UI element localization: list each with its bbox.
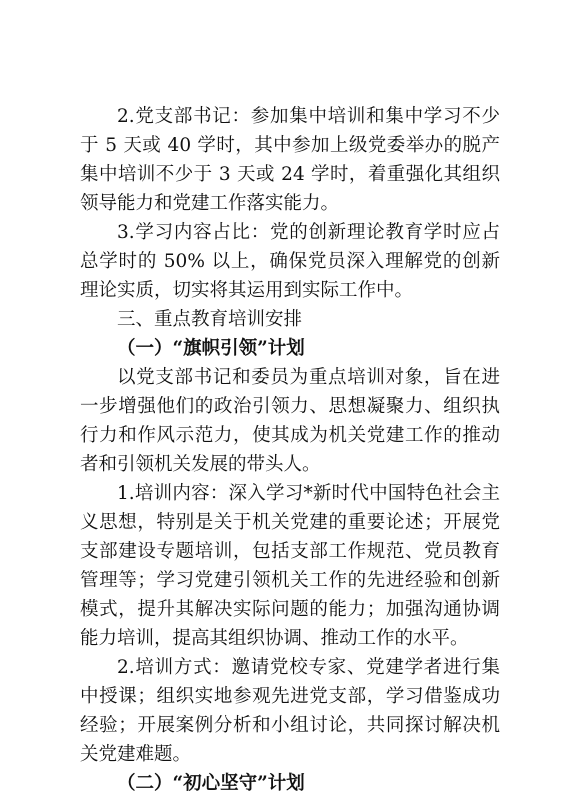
paragraph-training-content: 1.培训内容：深入学习*新时代中国特色社会主义思想，特别是关于机关党建的重要论述；开展党支部建设专题培训，包括支部工作规范、党员教育管理等；学习党建引领机关工作的先进经验和创新模式，提升其解决实际问题的能力；加强沟通协调能力培训，提高其组织协调、推动工作的水平。 (80, 483, 500, 649)
subheading-banner-lead-plan: （一）“旗帜引领”计划 (117, 338, 305, 359)
paragraph-learning-content-ratio: 3.学习内容占比：党的创新理论教育学时应占总学时的 50% 以上，确保党员深入理解党的创新理论实质，切实将其运用到实际工作中。 (80, 222, 500, 301)
paragraph-plan-description: 以党支部书记和委员为重点培训对象，旨在进一步增强他们的政治引领力、思想凝聚力、组织执行力和作风示范力，使其成为机关党建工作的推动者和引领机关发展的带头人。 (80, 367, 500, 475)
paragraph-training-method: 2.培训方式：邀请党校专家、党建学者进行集中授课；组织实地参观先进党支部，学习借鉴成功经验；开展案例分析和小组讨论，共同探讨解决机关党建难题。 (80, 657, 500, 765)
section-heading-key-training: 三、重点教育培训安排 (117, 309, 303, 330)
subheading-original-aspiration-plan: （二）“初心坚守”计划 (117, 773, 305, 794)
paragraph-secretary-training-hours: 2.党支部书记：参加集中培训和集中学习不少于 5 天或 40 学时，其中参加上级党委举办的脱产集中培训不少于 3 天或 24 学时，着重强化其组织领导能力和党建工作落实能力。 (80, 106, 500, 214)
document-body (80, 102, 500, 798)
